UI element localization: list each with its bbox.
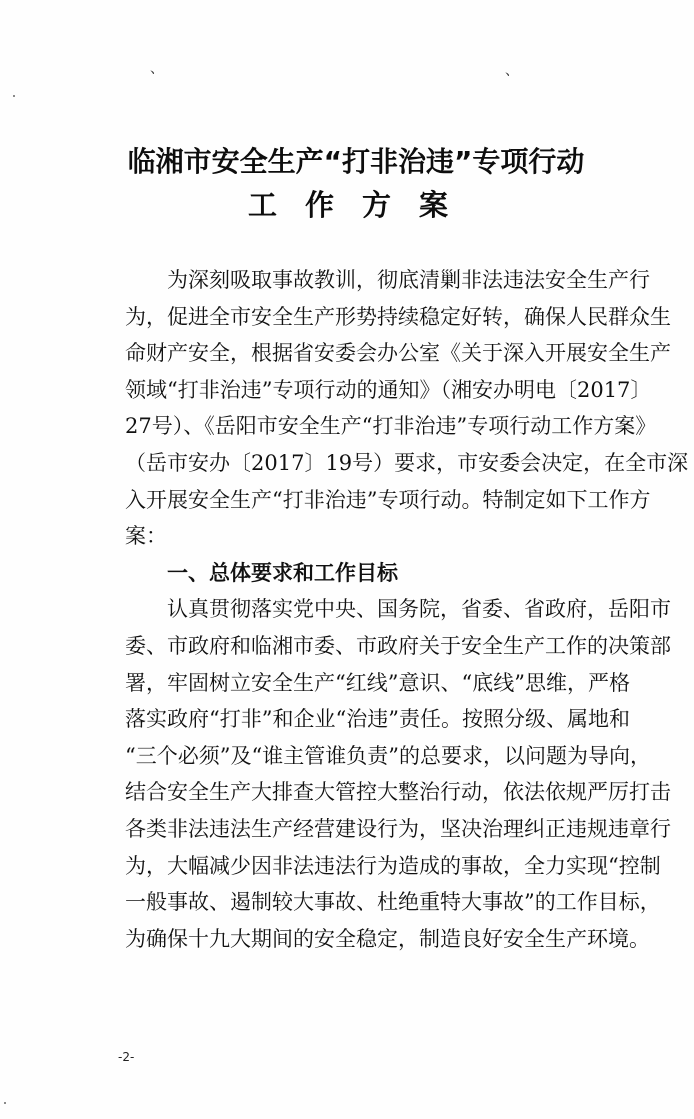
scan-mark-right: 、: [505, 63, 519, 79]
scan-dot: [13, 95, 15, 97]
paragraph-line: 为确保十九大期间的安全稳定，制造良好安全生产环境。: [125, 926, 650, 951]
paragraph-line: （岳市安办〔2017〕19号）要求，市安委会决定，在全市深: [125, 450, 689, 475]
paragraph-line: 命财产安全，根据省安委会办公室《关于深入开展安全生产: [125, 341, 671, 366]
document-body: [125, 262, 694, 957]
document-title-line-2: 工作方案: [247, 188, 476, 222]
page-number: -2-: [118, 1050, 135, 1064]
section-heading: 一、总体要求和工作目标: [167, 560, 398, 585]
paragraph-line: 为，大幅减少因非法违法行为造成的事故，全力实现“控制: [125, 853, 661, 878]
paragraph-line: 案：: [125, 524, 167, 549]
paragraph-line: 一般事故、遏制较大事故、杜绝重特大事故”的工作目标，: [125, 890, 661, 915]
paragraph-line: “三个必须”及“谁主管谁负责”的总要求，以问题为导向，: [125, 743, 651, 768]
paragraph-line: 各类非法违法生产经营建设行为，坚决治理纠正违规违章行: [125, 816, 671, 841]
paragraph-line: 认真贯彻落实党中央、国务院，省委、省政府，岳阳市: [167, 597, 671, 622]
paragraph-line: 委、市政府和临湘市委、市政府关于安全生产工作的决策部: [125, 633, 671, 658]
paragraph-line: 结合安全生产大排查大管控大整治行动，依法依规严厉打击: [125, 780, 671, 805]
paragraph-line: 署，牢固树立安全生产“红线”意识、“底线”思维，严格: [125, 670, 630, 695]
paragraph-line: 领域“打非治违”专项行动的通知》（湘安办明电〔2017〕: [125, 377, 652, 402]
paragraph-line: 为深刻吸取事故教训，彻底清剿非法违法安全生产行: [167, 268, 650, 292]
paragraph-line: 27号）、《岳阳市安全生产“打非治违”专项行动工作方案》: [125, 414, 657, 439]
scan-mark-left: 、: [150, 61, 164, 77]
paragraph-line: 落实政府“打非”和企业“治违”责任。按照分级、属地和: [125, 707, 630, 732]
paragraph-line: 为，促进全市安全生产形势持续稳定好转，确保人民群众生: [125, 304, 671, 329]
document-title-line-1: 临湘市安全生产“打非治违”专项行动: [127, 145, 585, 178]
paragraph-line: 入开展安全生产“打非治违”专项行动。特制定如下工作方: [125, 487, 651, 512]
scan-dot: [4, 1102, 6, 1104]
